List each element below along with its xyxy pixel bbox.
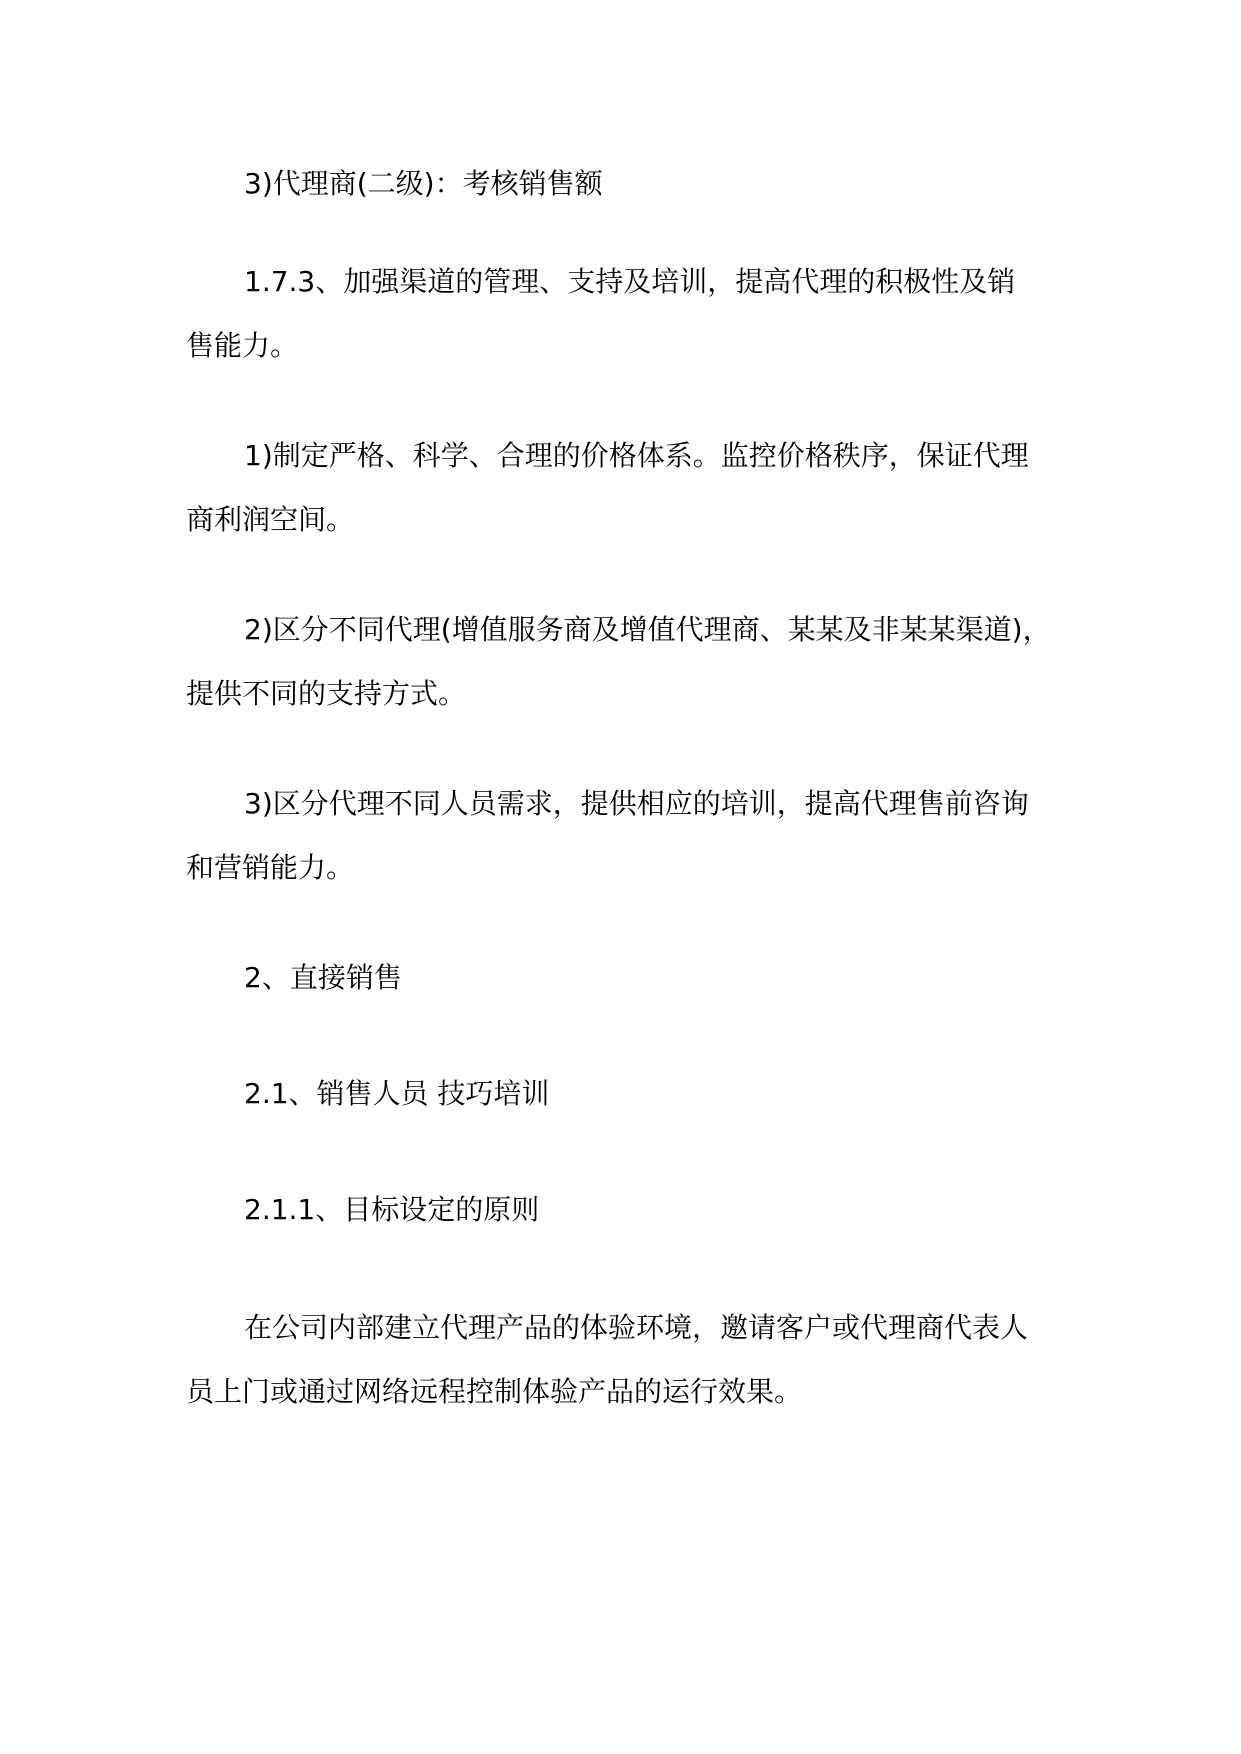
- paragraph-line: 2)区分不同代理(增值服务商及增值代理商、某某及非某某渠道)，: [244, 613, 1051, 646]
- paragraph-line: 售能力。: [186, 329, 299, 362]
- paragraph-line: 提供不同的支持方式。: [186, 677, 467, 710]
- paragraph-line: 1)制定严格、科学、合理的价格体系。监控价格秩序，保证代理: [244, 439, 1029, 472]
- paragraph-agent-level2: [186, 152, 1086, 216]
- heading-goal-principles: [186, 1178, 1086, 1242]
- paragraph-line: 3)代理商(二级)：考核销售额: [244, 167, 603, 200]
- heading-direct-sales: [186, 946, 1086, 1010]
- paragraph-line: 2.1、销售人员 技巧培训: [244, 1077, 550, 1110]
- paragraph-line: 员上门或通过网络远程控制体验产品的运行效果。: [186, 1375, 803, 1408]
- paragraph-line: 和营销能力。: [186, 851, 355, 884]
- paragraph-staff-training: [186, 772, 1086, 900]
- heading-sales-training: [186, 1062, 1086, 1126]
- paragraph-line: 商利润空间。: [186, 503, 355, 536]
- paragraph-line: 2.1.1、目标设定的原则: [244, 1193, 540, 1226]
- paragraph-agent-differentiation: [186, 598, 1086, 726]
- paragraph-price-system: [186, 424, 1086, 552]
- paragraph-line: 2、直接销售: [244, 961, 402, 994]
- paragraph-line: 3)区分代理不同人员需求，提供相应的培训，提高代理售前咨询: [244, 787, 1029, 820]
- paragraph-line: 在公司内部建立代理产品的体验环境，邀请客户或代理商代表人: [244, 1311, 1029, 1344]
- paragraph-channel-management: [186, 250, 1086, 378]
- paragraph-line: 1.7.3、加强渠道的管理、支持及培训，提高代理的积极性及销: [244, 265, 1016, 298]
- paragraph-experience-environment: [186, 1296, 1086, 1424]
